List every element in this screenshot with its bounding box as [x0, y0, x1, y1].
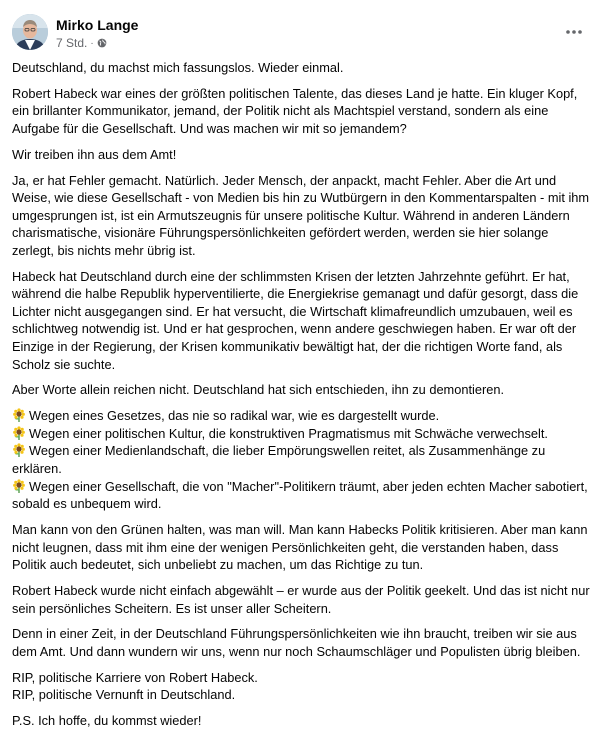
bullet-text: Wegen einer Medienlandschaft, die lieber Empörungswellen reitet, als Zusammenhänge zu erklären. [12, 443, 546, 476]
bullet-list [12, 407, 590, 513]
more-options-icon[interactable] [560, 18, 588, 46]
sunflower-icon [12, 426, 26, 440]
paragraph: Man kann von den Grünen halten, was man will. Man kann Habecks Politik kritisieren. Aber man kann nicht leugnen, dass mit ihm eine der wenigen Persönlichkeiten geht, die verstanden haben, dass Politik auch bedeutet, sich unbeliebt zu machen, um das Richtige zu tun. [12, 521, 588, 573]
paragraph: Ja, er hat Fehler gemacht. Natürlich. Jeder Mensch, der anpackt, macht Fehler. Aber die Art und Weise, wie diese Gesellschaft - von Medien bis hin zu Wutbürgern in den Kommentarspalten - mit ihm umgesprungen ist, ist ein Armutszeugnis für unsere politische Kultur. Während in anderen Ländern charismatische, visionäre Führungspersönlichkeiten gefördert werden, werden sie hier solange zerlegt, bis nichts mehr übrig ist. [12, 172, 590, 258]
bullet-text: Wegen einer politischen Kultur, die konstruktiven Pragmatismus mit Schwäche verwechselt. [29, 425, 548, 441]
rip-line: RIP, politische Vernunft in Deutschland. [12, 687, 236, 703]
bullet-item [12, 426, 548, 441]
bullet-text: Wegen eines Gesetzes, das nie so radikal war, wie es dargestellt wurde. [29, 408, 440, 424]
bullet-text: Wegen einer Gesellschaft, die von "Macher"-Politikern träumt, aber jeden echten Macher sabotiert, sobald es unbequem wird. [12, 478, 588, 512]
rip-block [12, 669, 590, 704]
author-name[interactable]: Mirko Lange [56, 17, 139, 33]
post-body [12, 59, 590, 738]
paragraph: Aber Worte allein reichen nicht. Deutschland hat sich entschieden, ihn zu demontieren. [12, 382, 505, 398]
avatar[interactable] [12, 14, 48, 50]
paragraph: Robert Habeck wurde nicht einfach abgewählt – er wurde aus der Politik geekelt. Und das ist nicht nur sein persönliches Scheitern. Es ist unser aller Scheitern. [12, 582, 590, 616]
paragraph: Wir treiben ihn aus dem Amt! [12, 146, 177, 162]
post-header [12, 12, 588, 56]
bullet-item [12, 479, 588, 512]
paragraph: Denn in einer Zeit, in der Deutschland Führungspersönlichkeiten wie ihn braucht, treiben wir sie aus dem Amt. Und dann wundern wir uns, wenn nur noch Schaumschläger und Populisten übrig bleiben. [12, 626, 581, 659]
meta-separator: · [90, 37, 94, 49]
sunflower-icon [12, 443, 26, 457]
globe-icon[interactable] [97, 38, 107, 48]
sunflower-icon [12, 479, 26, 493]
paragraph: Habeck hat Deutschland durch eine der schlimmsten Krisen der letzten Jahrzehnte geführt. Er hat, während die halbe Republik hyperventilierte, die Energiekrise gemanagt und dafür gesorgt, dass die Lichter nicht ausgegangen sind. Er hat versucht, die Wirtschaft klimafreundlich umzubauen, weil es schlichtweg notwendig ist. Und er hat gesprochen, wenn andere geschwiegen haben. Er war oft der Einzige in der Regierung, der Krisen kommunikativ bewältigt hat, der die richtigen Worte fand, als Scholz sie suchte. [12, 268, 579, 372]
postscript: P.S. Ich hoffe, du kommst wieder! [12, 713, 202, 729]
bullet-item [12, 443, 545, 476]
post-meta [56, 36, 107, 50]
paragraph: Deutschland, du machst mich fassungslos. Wieder einmal. [12, 60, 344, 75]
rip-line: RIP, politische Karriere von Robert Habeck. [12, 669, 258, 685]
paragraph: Robert Habeck war eines der größten politischen Talente, das dieses Land je hatte. Ein kluger Kopf, ein brillanter Kommunikator, jemand, der Politik nicht als Machtspiel verstand, sondern als eine Aufgabe für die Gesellschaft. Und was machen wir mit so jemandem? [12, 85, 578, 136]
sunflower-icon [12, 408, 26, 422]
bullet-item [12, 408, 439, 423]
post-time[interactable]: 7 Std. [56, 36, 88, 50]
